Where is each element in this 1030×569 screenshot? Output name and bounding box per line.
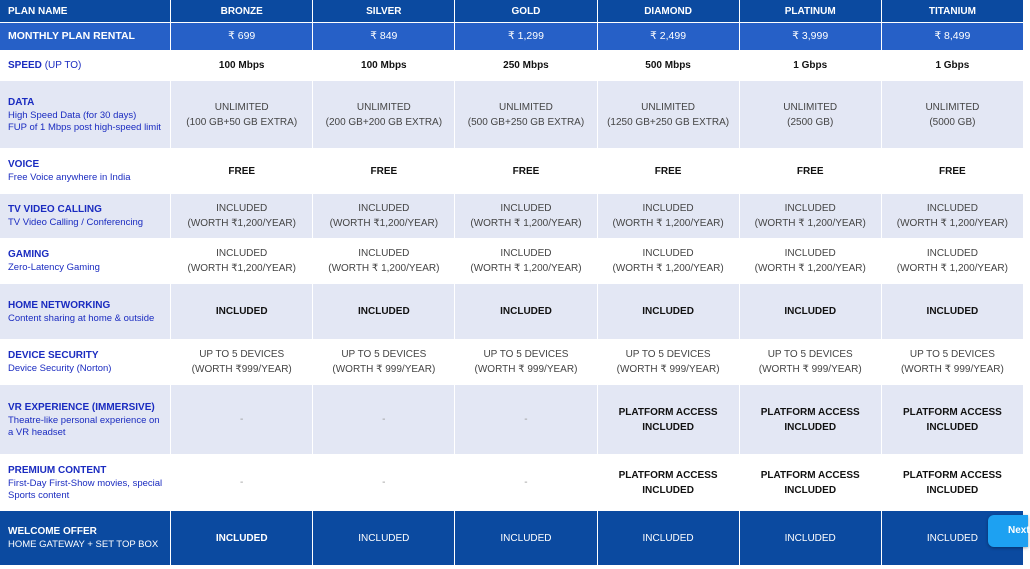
premium-value-l1: - [240,477,244,488]
voice-row [0,149,1024,194]
tv-calling-title: TV VIDEO CALLING [8,204,102,215]
plan-name-header: PLAN NAME [0,0,171,23]
tv-value-l1: INCLUDED [358,203,410,214]
rental-value: ₹ 2,499 [598,23,740,51]
gaming-value-l1: INCLUDED [926,248,978,259]
speed-title-sub: (UP TO) [44,59,82,71]
home-networking-value: INCLUDED [358,306,410,317]
vr-experience-row [0,385,1024,455]
gaming-value-l2: (WORTH ₹1,200/YEAR) [187,263,296,274]
data-row [0,81,1024,149]
home-networking-label [0,284,171,340]
gaming-sub: Zero-Latency Gaming [8,262,100,273]
plan-header-bronze: BRONZE [171,0,313,23]
data-value-l1: UNLIMITED [356,101,411,113]
premium-content-row [0,455,1024,511]
welcome-value: INCLUDED [926,532,978,544]
device-security-label [0,340,171,385]
security-value-l2: (WORTH ₹ 999/YEAR) [758,364,862,375]
security-value-l1: UP TO 5 DEVICES [199,349,285,360]
home-networking-title: HOME NETWORKING [8,299,111,311]
vr-experience-label [0,385,171,455]
home-networking-value: INCLUDED [642,306,694,317]
plan-header-gold: GOLD [455,0,597,23]
tv-value-l1: INCLUDED [500,203,552,214]
welcome-value: INCLUDED [784,532,836,544]
rental-value: ₹ 699 [171,23,313,51]
gaming-value-l1: INCLUDED [784,248,836,259]
data-value-l1: UNLIMITED [925,101,980,113]
home-networking-row [0,284,1024,340]
premium-content-label [0,455,171,511]
data-value-l2: (500 GB+250 GB EXTRA) [467,116,585,128]
vr-value-l2: INCLUDED [642,421,694,433]
rental-value: ₹ 3,999 [740,23,882,51]
device-security-sub: Device Security (Norton) [8,363,112,374]
speed-label [0,51,171,81]
security-value-l1: UP TO 5 DEVICES [767,349,853,360]
speed-value: 100 Mbps [361,60,407,71]
tv-calling-label [0,194,171,239]
vr-experience-title: VR EXPERIENCE (IMMERSIVE) [8,401,155,413]
rental-label: MONTHLY PLAN RENTAL [0,23,171,51]
vr-value-l1: - [240,414,244,425]
premium-value-l2: INCLUDED [926,484,979,496]
data-title: DATA [8,96,35,108]
tv-value-l2: (WORTH ₹ 1,200/YEAR) [612,218,724,229]
data-value-l2: (1250 GB+250 GB EXTRA) [607,116,730,128]
home-networking-sub: Content sharing at home & outside [8,312,155,324]
rental-value: ₹ 1,299 [455,23,597,51]
data-value-l2: (5000 GB) [929,116,976,128]
welcome-offer-label [0,511,171,566]
voice-value: FREE [654,165,682,177]
device-security-title: DEVICE SECURITY [8,350,99,361]
speed-value: 100 Mbps [218,60,265,71]
gaming-label [0,239,171,284]
premium-value-l1: - [524,477,528,488]
vr-value-l1: PLATFORM ACCESS [618,406,718,418]
data-value-l2: (100 GB+50 GB EXTRA) [186,116,298,128]
welcome-value: INCLUDED [642,532,694,544]
voice-value: FREE [370,165,398,177]
voice-value: FREE [939,165,966,177]
plan-header-diamond: DIAMOND [598,0,740,23]
tv-value-l2: (WORTH ₹ 1,200/YEAR) [470,218,582,229]
premium-content-title: PREMIUM CONTENT [8,464,107,476]
gaming-value-l2: (WORTH ₹ 1,200/YEAR) [470,263,582,274]
vr-value-l1: PLATFORM ACCESS [760,406,860,418]
tv-value-l1: INCLUDED [784,203,836,214]
premium-value-l2: INCLUDED [642,484,694,496]
gaming-row [0,239,1024,284]
speed-value: 250 Mbps [503,60,549,71]
tv-value-l2: (WORTH ₹1,200/YEAR) [329,218,439,229]
data-sub-2: FUP of 1 Mbps post high-speed limit [8,121,161,133]
premium-value-l1: PLATFORM ACCESS [902,469,1002,481]
tv-value-l1: INCLUDED [216,203,268,214]
security-value-l2: (WORTH ₹ 999/YEAR) [900,364,1004,375]
gaming-value-l1: INCLUDED [358,248,410,259]
voice-title: VOICE [8,159,40,170]
home-networking-value: INCLUDED [215,306,268,317]
gaming-value-l1: INCLUDED [216,248,268,259]
welcome-value: INCLUDED [215,532,268,544]
speed-row [0,51,1024,81]
welcome-offer-sub: HOME GATEWAY + SET TOP BOX [8,539,159,550]
speed-value: 500 Mbps [645,60,691,71]
vr-value-l1: PLATFORM ACCESS [902,406,1002,418]
tv-value-l2: (WORTH ₹ 1,200/YEAR) [754,218,866,229]
tv-value-l2: (WORTH ₹1,200/YEAR) [187,218,296,229]
data-value-l1: UNLIMITED [214,101,269,113]
voice-value: FREE [796,165,824,177]
data-value-l2: (2500 GB) [787,116,834,128]
premium-value-l1: PLATFORM ACCESS [618,469,718,481]
voice-value: FREE [512,165,540,177]
voice-value: FREE [228,165,256,177]
gaming-title: GAMING [8,249,50,260]
vr-experience-sub: Theatre-like personal experience on a VR headset [8,414,160,438]
vr-value-l2: INCLUDED [926,421,979,433]
data-sub-1: High Speed Data (for 30 days) [8,109,137,121]
premium-content-sub: First-Day First-Show movies, special Sports content [8,477,163,501]
premium-value-l1: PLATFORM ACCESS [760,469,860,481]
gaming-value-l1: INCLUDED [500,248,552,259]
speed-value: 1 Gbps [793,60,828,71]
rental-row [0,23,1024,51]
tv-value-l2: (WORTH ₹ 1,200/YEAR) [896,218,1008,229]
gaming-value-l2: (WORTH ₹ 1,200/YEAR) [328,263,440,274]
header-row [0,0,1024,23]
security-value-l2: (WORTH ₹999/YEAR) [191,364,292,375]
gaming-value-l2: (WORTH ₹ 1,200/YEAR) [612,263,724,274]
welcome-offer-title: WELCOME OFFER [8,526,97,537]
rental-value: ₹ 8,499 [882,23,1024,51]
gaming-value-l2: (WORTH ₹ 1,200/YEAR) [754,263,866,274]
data-label [0,81,171,149]
gaming-value-l2: (WORTH ₹ 1,200/YEAR) [896,263,1008,274]
data-value-l1: UNLIMITED [641,101,696,113]
home-networking-value: INCLUDED [784,306,837,317]
security-value-l2: (WORTH ₹ 999/YEAR) [332,364,436,375]
welcome-value: INCLUDED [358,532,410,544]
welcome-offer-row [0,511,1024,566]
premium-value-l2: INCLUDED [784,484,837,496]
tv-value-l1: INCLUDED [642,203,694,214]
security-value-l1: UP TO 5 DEVICES [625,349,711,360]
vr-value-l2: INCLUDED [784,421,837,433]
home-networking-value: INCLUDED [500,306,552,317]
welcome-value: INCLUDED [500,532,552,544]
plan-header-titanium: TITANIUM [882,0,1024,23]
voice-sub: Free Voice anywhere in India [8,172,131,183]
data-value-l1: UNLIMITED [499,101,553,113]
tv-calling-row [0,194,1024,239]
security-value-l1: UP TO 5 DEVICES [909,349,995,360]
security-value-l1: UP TO 5 DEVICES [341,349,427,360]
data-value-l2: (200 GB+200 GB EXTRA) [325,116,443,128]
security-value-l1: UP TO 5 DEVICES [483,349,569,360]
plan-header-platinum: PLATINUM [740,0,882,23]
tv-calling-sub: TV Video Calling / Conferencing [8,217,144,228]
device-security-row [0,340,1024,385]
home-networking-value: INCLUDED [926,306,979,317]
vr-value-l1: - [382,414,386,425]
vr-value-l1: - [524,414,528,425]
voice-label [0,149,171,194]
plan-header-silver: SILVER [313,0,455,23]
gaming-value-l1: INCLUDED [642,248,694,259]
security-value-l2: (WORTH ₹ 999/YEAR) [474,364,578,375]
tv-value-l1: INCLUDED [926,203,978,214]
speed-value: 1 Gbps [935,60,970,71]
rental-value: ₹ 849 [313,23,455,51]
next-button[interactable]: Next [988,515,1028,547]
speed-title: SPEED [8,59,42,71]
data-value-l1: UNLIMITED [783,101,838,113]
premium-value-l1: - [382,477,386,488]
security-value-l2: (WORTH ₹ 999/YEAR) [616,364,720,375]
